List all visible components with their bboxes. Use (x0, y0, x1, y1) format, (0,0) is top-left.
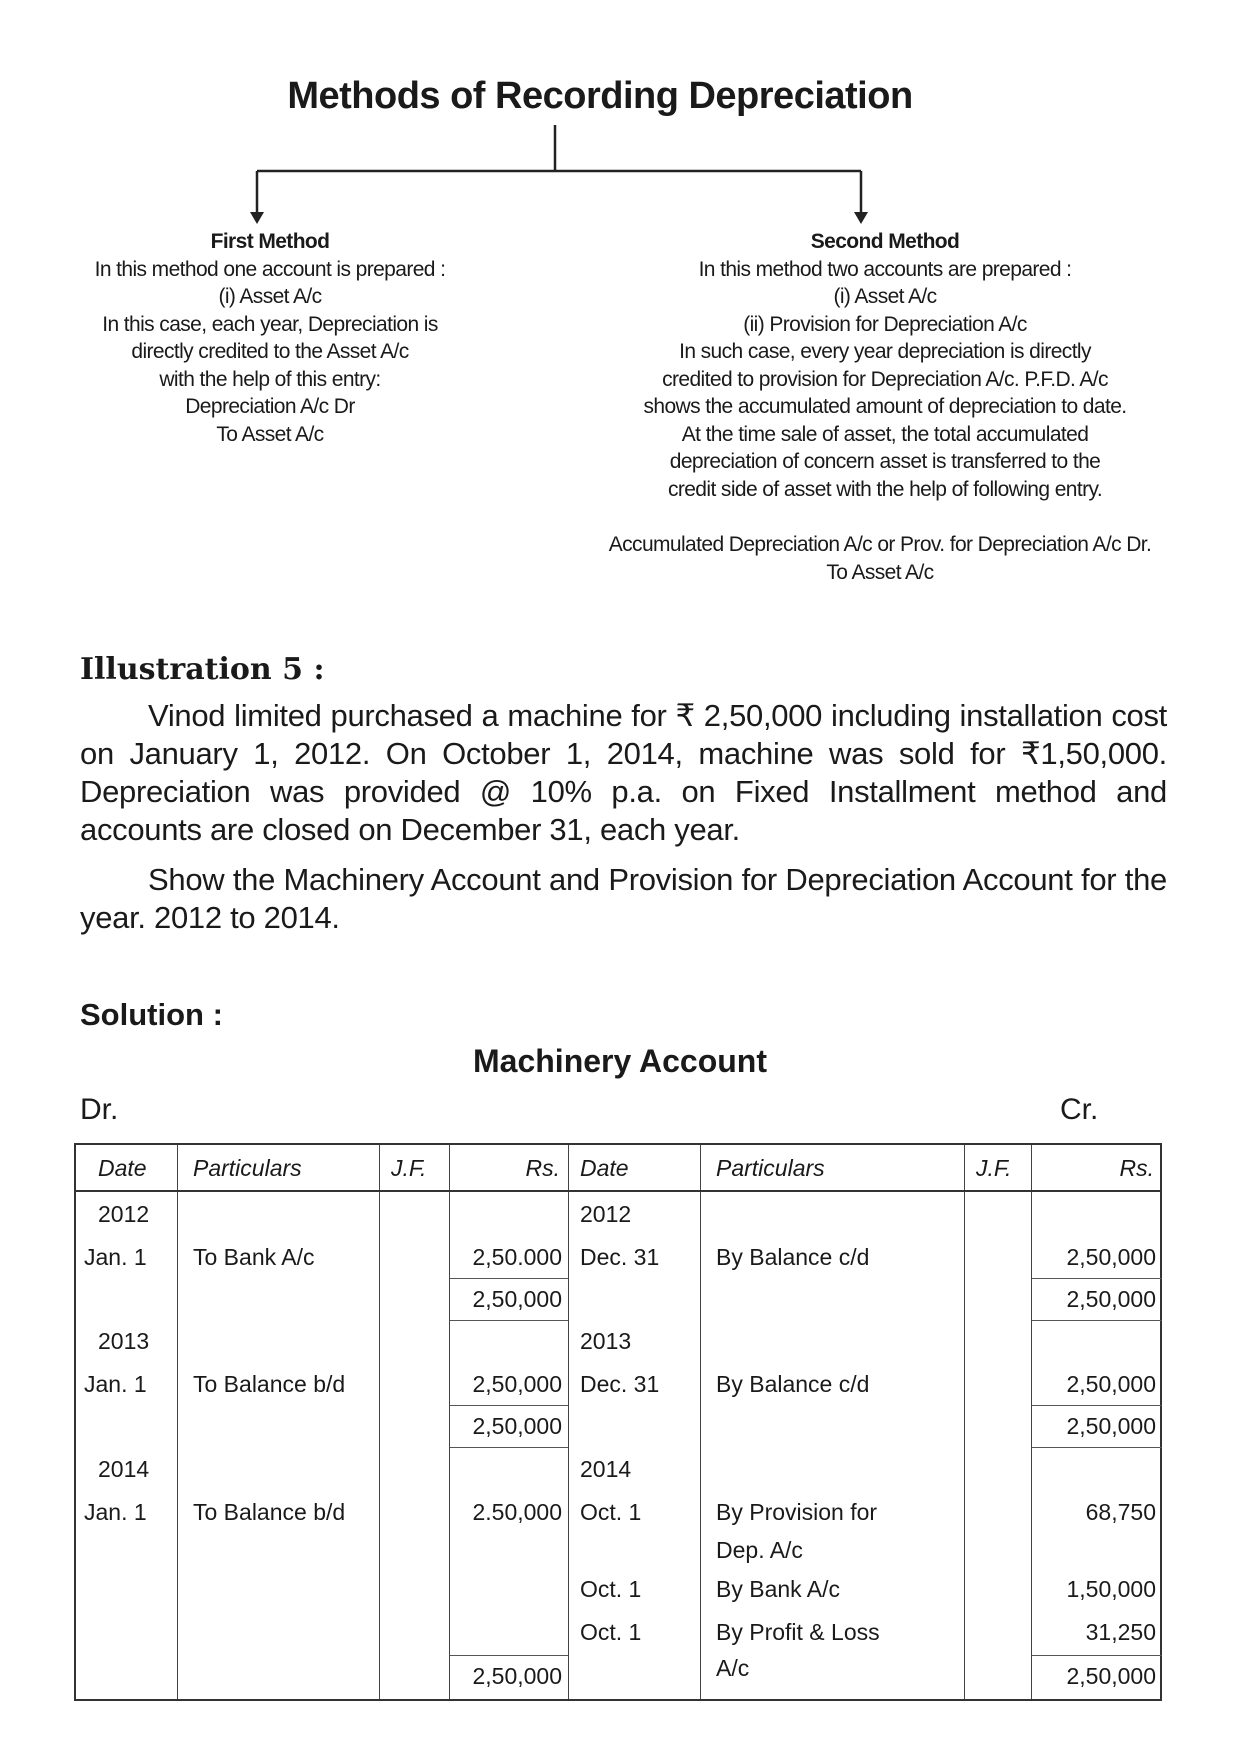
first-method-block (70, 228, 470, 448)
total-amount: 2,50,000 (472, 1663, 562, 1689)
year-label: 2012 (98, 1201, 150, 1227)
header-particulars: Particulars (193, 1155, 302, 1181)
total-rule (1032, 1320, 1162, 1321)
total-rule (450, 1320, 568, 1321)
machinery-account-ledger (74, 1143, 1162, 1701)
second-method-line: In such case, every year depreciation is directly (679, 340, 1091, 363)
arrow-down-icon (250, 212, 264, 224)
year-label: 2013 (98, 1328, 150, 1354)
year-label: 2013 (580, 1328, 632, 1354)
credit-label: Cr. (1060, 1093, 1099, 1126)
first-method-line: Depreciation A/c Dr (185, 395, 355, 418)
total-rule (1032, 1655, 1162, 1656)
header-date-cr: Date (580, 1155, 629, 1181)
entry-amount: 68,750 (1085, 1499, 1156, 1525)
diagram-connector (0, 0, 1240, 240)
entry-particulars: To Bank A/c (193, 1244, 315, 1270)
entry-particulars-cont: Dep. A/c (716, 1537, 803, 1563)
header-rs-cr: Rs. (1119, 1155, 1154, 1181)
header-date: Date (98, 1155, 147, 1181)
entry-particulars: To Balance b/d (193, 1371, 346, 1397)
total-rule (1032, 1405, 1162, 1406)
account-title: Machinery Account (473, 1043, 767, 1079)
total-rule (1032, 1278, 1162, 1279)
entry-particulars: By Profit & Loss (716, 1619, 880, 1645)
second-method-line: In this method two accounts are prepared : (698, 257, 1072, 281)
year-label: 2014 (98, 1456, 150, 1482)
first-method-line: To Asset A/c (216, 422, 324, 446)
entry-amount: 2,50,000 (1066, 1371, 1156, 1397)
illustration-paragraph-1 (80, 697, 1167, 849)
entry-date: Dec. 31 (580, 1244, 660, 1270)
entry-date: Dec. 31 (580, 1371, 660, 1397)
column-divider (964, 1145, 965, 1699)
first-method-line: directly credited to the Asset A/c (131, 340, 409, 363)
entry-amount: 2,50.000 (472, 1244, 562, 1270)
total-amount: 2,50,000 (1066, 1663, 1156, 1689)
header-jf: J.F. (391, 1155, 427, 1181)
second-method-line: depreciation of concern asset is transferred to the (669, 450, 1101, 473)
first-method-line: with the help of this entry: (159, 367, 381, 391)
second-method-entry (560, 531, 1200, 586)
entry-amount: 2,50,000 (472, 1371, 562, 1397)
entry-date: Jan. 1 (84, 1371, 147, 1397)
entry-line: To Asset A/c (826, 560, 934, 584)
entry-amount: 2,50,000 (1066, 1244, 1156, 1270)
second-method-line: credit side of asset with the help of following entry. (667, 477, 1103, 501)
second-method-line: credited to provision for Depreciation A/c. P.F.D. A/c (662, 367, 1108, 391)
solution-heading: Solution : (80, 997, 223, 1032)
year-label: 2014 (580, 1456, 632, 1482)
column-divider (700, 1145, 701, 1699)
total-rule (450, 1278, 568, 1279)
total-amount: 2,50,000 (1066, 1413, 1156, 1439)
total-amount: 2,50,000 (472, 1286, 562, 1312)
column-divider (568, 1145, 569, 1699)
total-rule (1032, 1447, 1162, 1448)
entry-date: Jan. 1 (84, 1499, 147, 1525)
first-method-line: In this method one account is prepared : (94, 257, 446, 281)
second-method-line: At the time sale of asset, the total accumulated (681, 422, 1089, 446)
entry-date: Oct. 1 (580, 1576, 642, 1602)
entry-amount: 2.50,000 (472, 1499, 562, 1525)
column-divider (379, 1145, 380, 1699)
second-method-line: (ii) Provision for Depreciation A/c (743, 312, 1027, 336)
entry-particulars-cont: A/c (716, 1655, 750, 1681)
entry-particulars: By Balance c/d (716, 1371, 870, 1397)
second-method-heading: Second Method (810, 230, 960, 253)
year-label: 2012 (580, 1201, 632, 1227)
total-amount: 2,50,000 (472, 1413, 562, 1439)
first-method-line: (i) Asset A/c (218, 285, 322, 308)
paragraph-text: Vinod limited purchased a machine for ₹ 2,50,000 including installation cost on January 1, 2012. On October 1, 2014, machine was sold for ₹1,50,000. Depreciation was provided @ 10% p.a. on Fixed Installment method and accounts are closed on December 31, each year. (80, 698, 1167, 847)
second-method-line: shows the accumulated amount of depreciation to date. (643, 395, 1127, 418)
total-amount: 2,50,000 (1066, 1286, 1156, 1312)
entry-date: Oct. 1 (580, 1619, 642, 1645)
header-jf-cr: J.F. (976, 1155, 1012, 1181)
first-method-heading: First Method (210, 230, 330, 253)
header-rs: Rs. (525, 1155, 560, 1181)
entry-date: Oct. 1 (580, 1499, 642, 1525)
entry-particulars: By Balance c/d (716, 1244, 870, 1270)
header-particulars-cr: Particulars (716, 1155, 825, 1181)
illustration-heading: Illustration 5 : (80, 652, 325, 687)
illustration-paragraph-2 (80, 861, 1167, 937)
entry-amount: 1,50,000 (1066, 1576, 1156, 1602)
entry-amount: 31,250 (1085, 1619, 1156, 1645)
arrow-down-icon (854, 212, 868, 224)
second-method-block (590, 228, 1180, 503)
total-rule (450, 1405, 568, 1406)
diagram-title: Methods of Recording Depreciation (287, 75, 913, 117)
entry-line: Accumulated Depreciation A/c or Prov. for Depreciation A/c Dr. (608, 533, 1152, 556)
second-method-line: (i) Asset A/c (833, 285, 937, 308)
column-divider (177, 1145, 178, 1699)
header-rule (76, 1190, 1160, 1192)
first-method-line: In this case, each year, Depreciation is (102, 312, 438, 336)
total-rule (450, 1447, 568, 1448)
entry-particulars: By Bank A/c (716, 1576, 841, 1602)
entry-particulars: By Provision for (716, 1499, 878, 1525)
entry-particulars: To Balance b/d (193, 1499, 346, 1525)
paragraph-text: Show the Machinery Account and Provision for Depreciation Account for the year. 2012 to 2014. (80, 862, 1167, 935)
entry-date: Jan. 1 (84, 1244, 147, 1270)
total-rule (450, 1655, 568, 1656)
debit-label: Dr. (80, 1093, 119, 1126)
